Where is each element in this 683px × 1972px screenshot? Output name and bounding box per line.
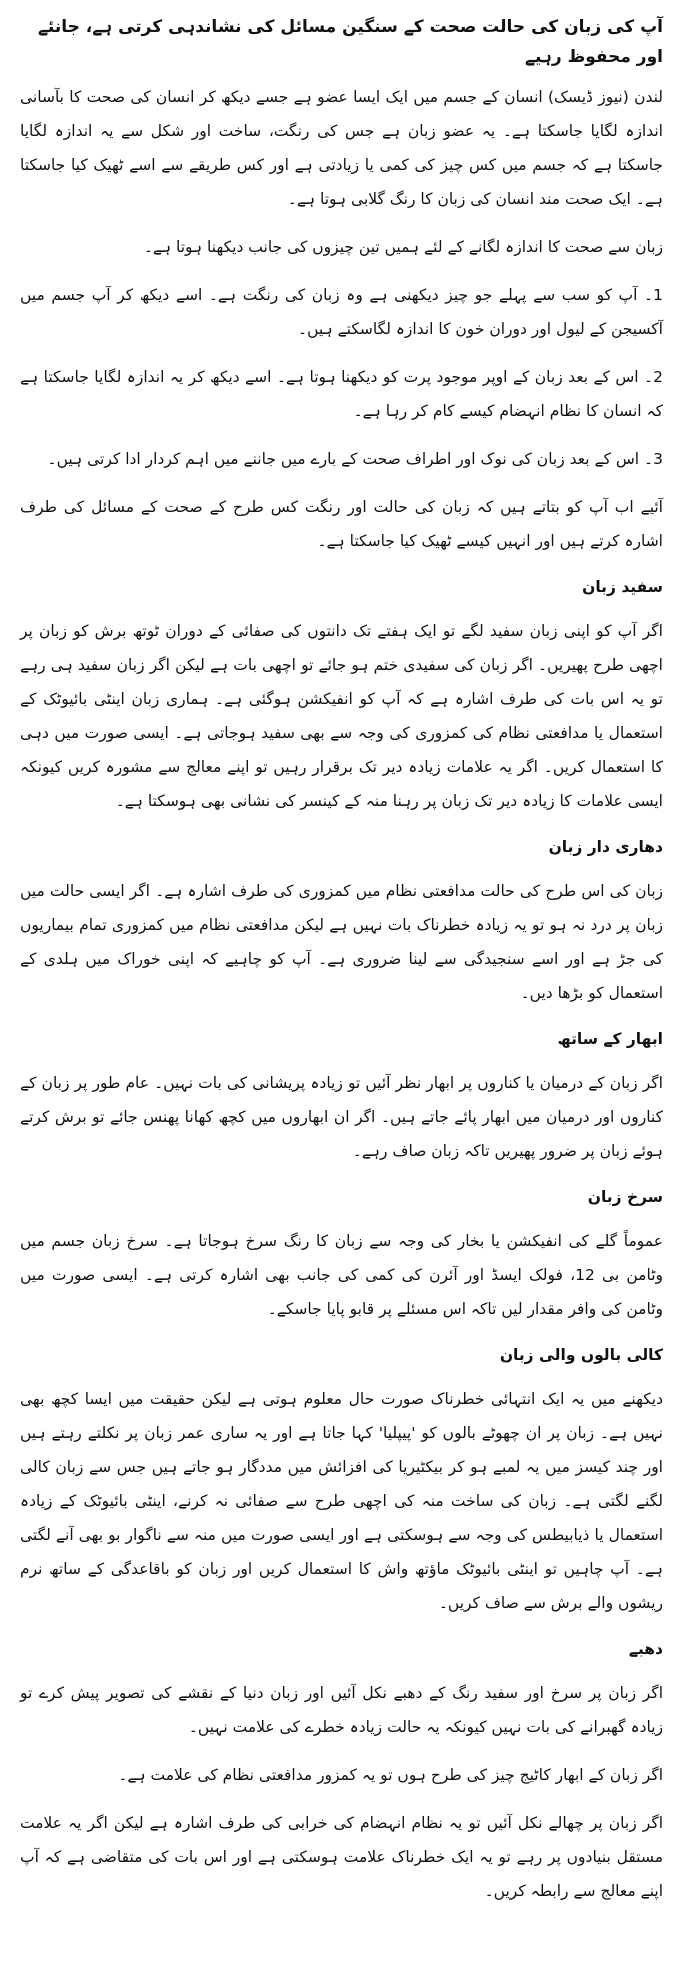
paragraph-point-2: 2۔ اس کے بعد زبان کے اوپر موجود پرت کو دیکھنا ہوتا ہے۔ اسے دیکھ کر یہ اندازہ لگایا جاسکتا ہے کہ انسان کا نظام انہضام کیسے کام کر رہا ہے۔ xyxy=(20,368,663,420)
heading-spots: دھبے xyxy=(628,1640,663,1658)
paragraph-black-hairy-tongue: دیکھنے میں یہ ایک انتہائی خطرناک صورت حال معلوم ہوتی ہے لیکن حقیقت میں ایسا کچھ بھی نہیں ہے۔ زبان پر ان چھوٹے بالوں کو 'پیپلیا' کہا جاتا ہے اور یہ ساری عمر زبان پر نکلتے رہتے ہیں اور چند کیسز میں یہ لمبے ہو کر بیکٹیریا کی افزائش میں مددگار ہو جاتے ہیں جس سے زبان کالی لگنے لگتی ہے۔ زبان کی ساخت منہ کی اچھی طرح سے صفائی نہ کرنے، اینٹی بائیوٹک کے زیادہ استعمال یا ذیابیطس کی وجہ سے ہوسکتی ہے اور ایسی صورت میں منہ سے ناگوار بو بھی آنے لگتی ہے۔ آپ چاہیں تو اینٹی بائیوٹک ماؤتھ واش کا استعمال کریں اور زبان کو باقاعدگی کے ساتھ نرم ریشوں والے برش سے صاف کریں۔ xyxy=(20,1390,663,1612)
heading-striped-tongue: دھاری دار زبان xyxy=(548,838,663,856)
article-title: آپ کی زبان کی حالت صحت کے سنگین مسائل کی نشاندہی کرتی ہے، جانئے اور محفوظ رہیے xyxy=(37,17,663,67)
heading-black-hairy-tongue: کالی بالوں والی زبان xyxy=(499,1346,663,1364)
paragraph-blisters: اگر زبان پر چھالے نکل آئیں تو یہ نظام انہضام کی خرابی کی طرف اشارہ ہے لیکن اگر یہ علامت مستقل بنیادوں پر رہے تو یہ ایک خطرناک علامت ہوسکتی ہے اور اس بات کی متقاضی ہے کہ آپ اپنے معالج سے رابطہ کریں۔ xyxy=(20,1814,663,1900)
paragraph-cottage-cheese: اگر زبان کے ابھار کاٹیج چیز کی طرح ہوں تو یہ کمزور مدافعتی نظام کی علامت ہے۔ xyxy=(118,1766,663,1784)
paragraph-three-things: زبان سے صحت کا اندازہ لگانے کے لئے ہمیں تین چیزوں کی جانب دیکھنا ہوتا ہے۔ xyxy=(143,238,663,256)
paragraph-transition: آئیے اب آپ کو بتاتے ہیں کہ زبان کی حالت اور رنگت کس طرح کے صحت کے مسائل کی طرف اشارہ کرتے ہیں اور انہیں کیسے ٹھیک کیا جاسکتا ہے۔ xyxy=(20,498,663,550)
paragraph-spots: اگر زبان پر سرخ اور سفید رنگ کے دھبے نکل آئیں اور زبان دنیا کے نقشے کی تصویر پیش کرے تو زیادہ گھبرانے کی بات نہیں کیونکہ یہ حالت زیادہ خطرے کی علامت نہیں۔ xyxy=(20,1684,663,1736)
paragraph-striped-tongue: زبان کی اس طرح کی حالت مدافعتی نظام میں کمزوری کی طرف اشارہ ہے۔ اگر ایسی حالت میں زبان پر درد نہ ہو تو یہ زیادہ خطرناک بات نہیں ہے لیکن مدافعتی نظام میں کمزوری تمام بیماریوں کی جڑ ہے اور اسے سنجیدگی سے لینا ضروری ہے۔ آپ کو چاہیے کہ اپنی خوراک میں ہلدی کے استعمال کو بڑھا دیں۔ xyxy=(20,882,663,1002)
heading-bumps: ابھار کے ساتھ xyxy=(557,1030,663,1048)
paragraph-point-3: 3۔ اس کے بعد زبان کی نوک اور اطراف صحت کے بارے میں جاننے میں اہم کردار ادا کرتی ہیں۔ xyxy=(47,450,663,468)
heading-white-tongue: سفید زبان xyxy=(582,578,663,596)
heading-red-tongue: سرخ زبان xyxy=(587,1188,663,1206)
paragraph-intro: لندن (نیوز ڈیسک) انسان کے جسم میں ایک ایسا عضو ہے جسے دیکھ کر انسان کی صحت کا بآسانی اندازہ لگایا جاسکتا ہے۔ یہ عضو زبان ہے جس کی رنگت، ساخت اور شکل سے یہ اندازہ لگایا جاسکتا ہے کہ جسم میں کس چیز کی کمی یا زیادتی ہے اور کس طریقے سے اسے ٹھیک کیا جاسکتا ہے۔ ایک صحت مند انسان کی زبان کا رنگ گلابی ہوتا ہے۔ xyxy=(20,88,663,208)
paragraph-point-1: 1۔ آپ کو سب سے پہلے جو چیز دیکھنی ہے وہ زبان کی رنگت ہے۔ اسے دیکھ کر آپ جسم میں آکسیجن کے لیول اور دوران خون کا اندازہ لگاسکتے ہیں۔ xyxy=(20,286,663,338)
paragraph-white-tongue: اگر آپ کو اپنی زبان سفید لگے تو ایک ہفتے تک دانتوں کی صفائی کے دوران ٹوتھ برش کو زبان پر اچھی طرح پھیریں۔ اگر زبان کی سفیدی ختم ہو جائے تو اچھی بات ہے لیکن اگر زبان سفید ہی رہے تو یہ اس بات کی طرف اشارہ ہے کہ آپ کو انفیکشن ہوگئی ہے۔ ہماری زبان اینٹی بائیوٹک کے استعمال یا مدافعتی نظام کی کمزوری کی وجہ سے بھی سفید ہوجاتی ہے۔ ایسی صورت میں دہی کا استعمال کریں۔ اگر یہ علامات زیادہ دیر تک برقرار رہیں تو اپنے معالج سے مشورہ کریں کیونکہ ایسی علامات کا زیادہ دیر تک زبان پر رہنا منہ کے کینسر کی نشانی بھی ہوسکتا ہے۔ xyxy=(20,622,663,810)
paragraph-red-tongue: عموماً گلے کی انفیکشن یا بخار کی وجہ سے زبان کا رنگ سرخ ہوجاتا ہے۔ سرخ زبان جسم میں وٹامن بی 12، فولک ایسڈ اور آئرن کی کمی کی جانب بھی اشارہ کرتی ہے۔ ایسی صورت میں وٹامن کی وافر مقدار لیں تاکہ اس مسئلے پر قابو پایا جاسکے۔ xyxy=(20,1232,663,1318)
paragraph-bumps: اگر زبان کے درمیان یا کناروں پر ابھار نظر آئیں تو زیادہ پریشانی کی بات نہیں۔ عام طور پر زبان کے کناروں اور درمیان میں ابھار پائے جاتے ہیں۔ اگر ان ابھاروں میں کچھ کھانا پھنس جائے تو برش کرتے ہوئے زبان پر ضرور پھیریں تاکہ زبان صاف رہے۔ xyxy=(20,1074,663,1160)
